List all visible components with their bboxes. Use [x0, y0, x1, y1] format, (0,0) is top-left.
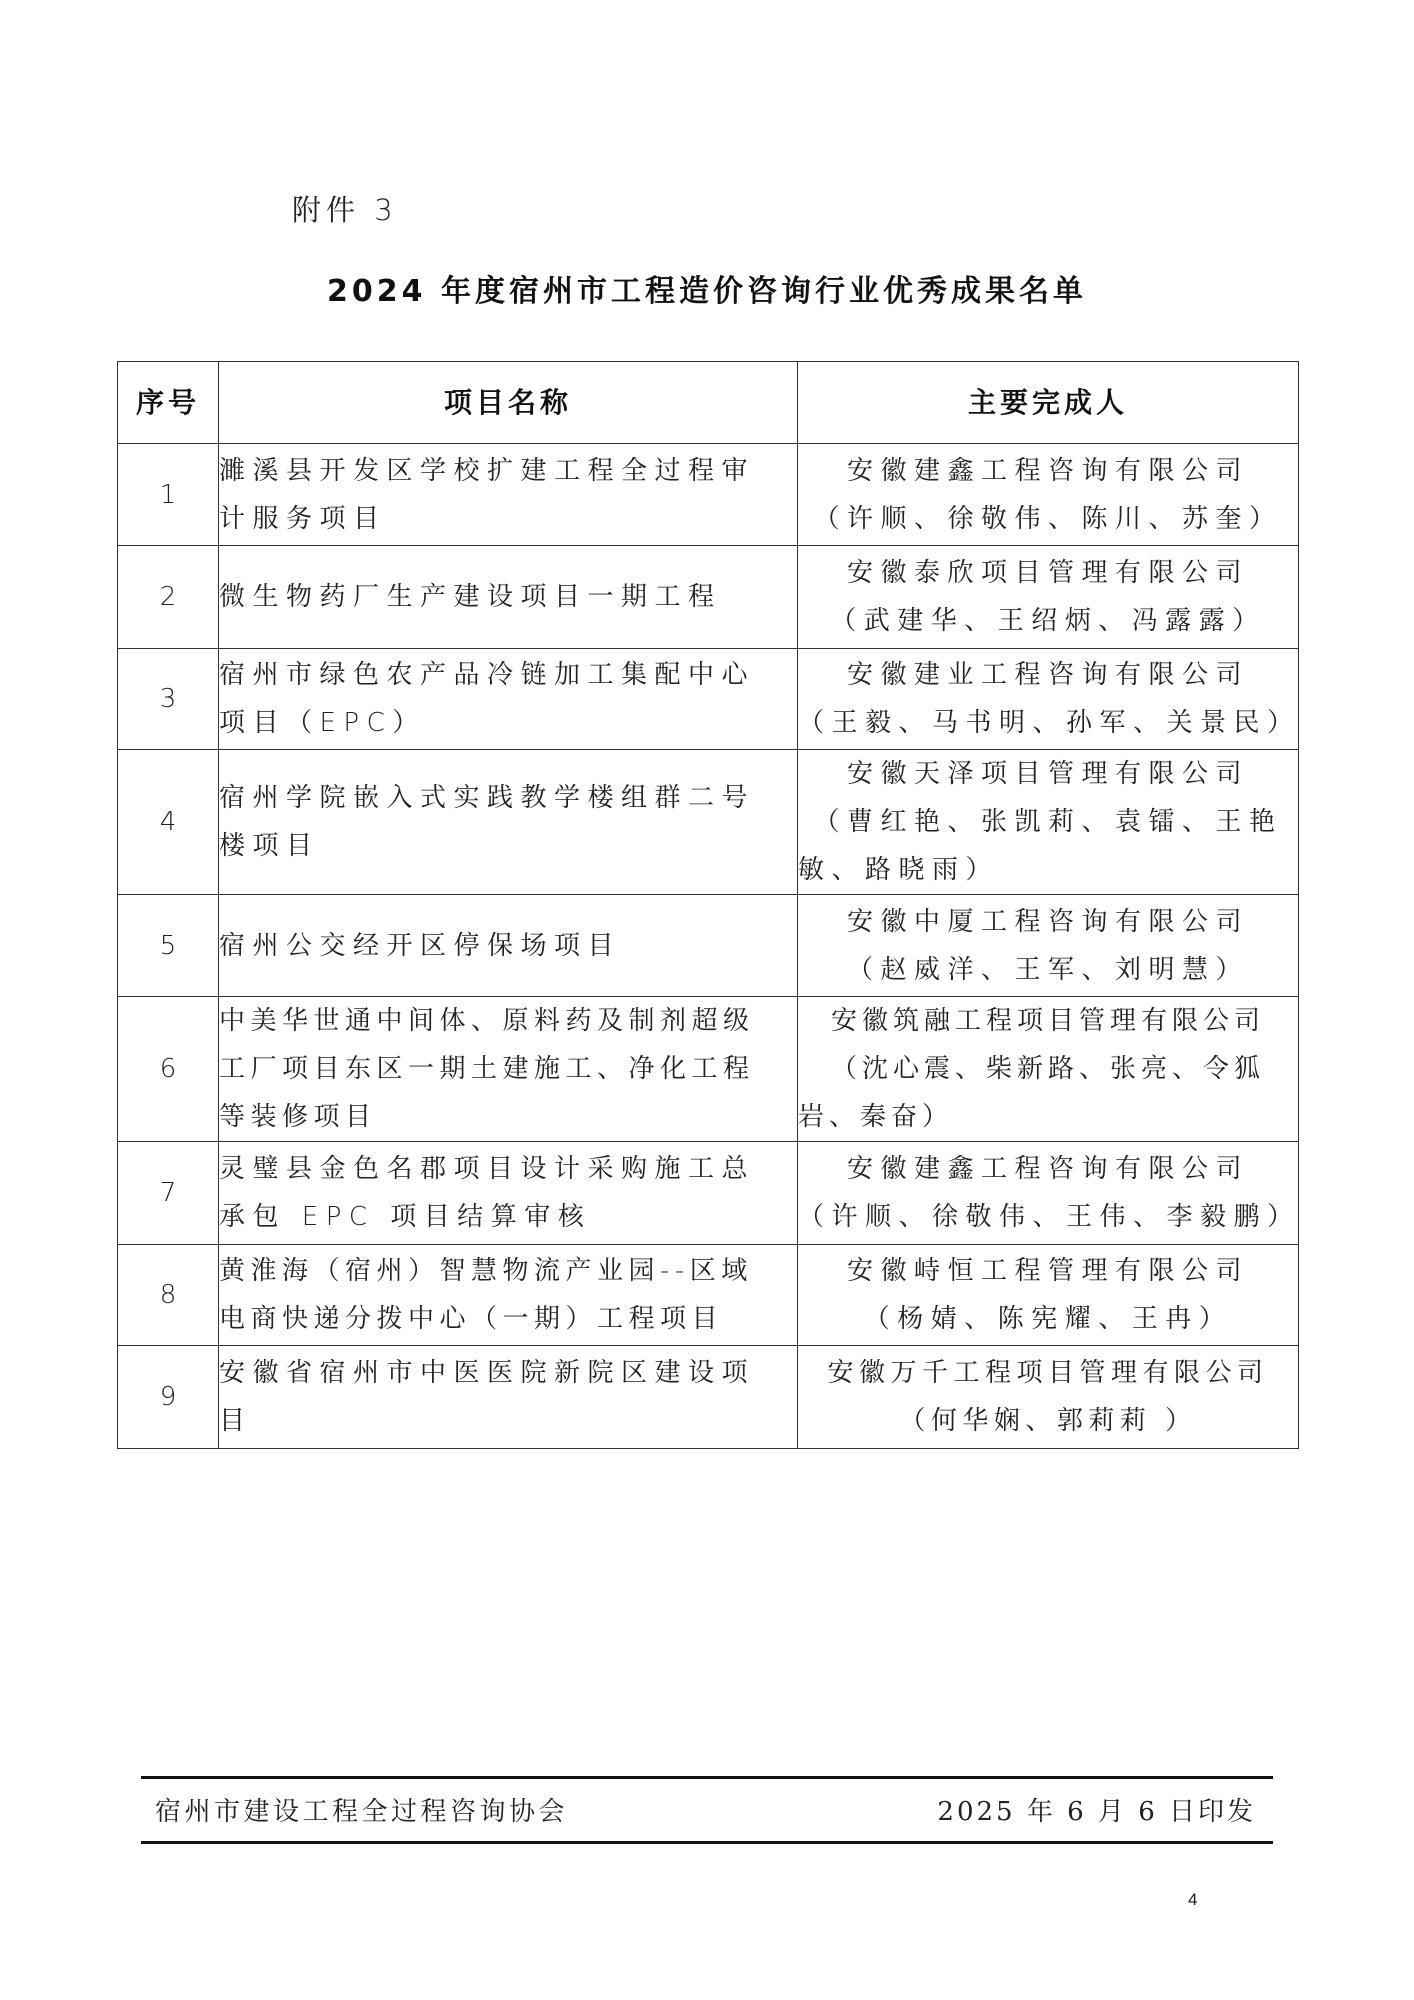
- project-name-line: 计服务项目: [219, 503, 387, 534]
- contributor-names: （王毅、马书明、孙军、关景民）: [798, 708, 1301, 738]
- company-name: 安徽中厦工程咨询有限公司: [846, 906, 1249, 937]
- company-name: 安徽建业工程咨询有限公司: [846, 660, 1249, 690]
- contributor-names: （许顺、徐敬伟、陈川、苏奎）: [813, 503, 1283, 534]
- project-name: [219, 1142, 798, 1245]
- project-name: [219, 444, 798, 546]
- contributor-names: （赵威洋、王军、刘明慧）: [846, 954, 1249, 985]
- project-name-line: 黄淮海（宿州）智慧物流产业园--区域: [219, 1256, 753, 1286]
- footer-top-rule: [141, 1776, 1273, 1779]
- contributor-names: （何华娴、郭莉莉 ）: [899, 1406, 1197, 1436]
- main-contributors: [798, 997, 1299, 1142]
- table-row: [118, 1346, 1299, 1449]
- company-name: 安徽建鑫工程咨询有限公司: [846, 455, 1249, 486]
- project-name-line: 目: [219, 1406, 253, 1436]
- row-number: 3: [118, 649, 219, 750]
- project-name-line: 宿州公交经开区停保场项目: [219, 930, 622, 961]
- project-name-line: 中美华世通中间体、原料药及制剂超级: [219, 1006, 755, 1036]
- row-number: 7: [118, 1142, 219, 1245]
- contributor-names: （曹红艳、张凯莉、袁镭、王艳: [813, 807, 1283, 837]
- results-table: [117, 361, 1299, 1449]
- row-number: 8: [118, 1245, 219, 1346]
- table-header-row: [118, 362, 1299, 444]
- company-name: 安徽筑融工程项目管理有限公司: [830, 1006, 1265, 1036]
- row-number: 6: [118, 997, 219, 1142]
- row-number: 4: [118, 750, 219, 895]
- table-row: [118, 1245, 1299, 1346]
- project-name-line: 宿州学院嵌入式实践教学楼组群二号: [219, 783, 756, 813]
- table-row: [118, 997, 1299, 1142]
- project-name-line: 安徽省宿州市中医医院新院区建设项: [219, 1358, 756, 1388]
- header-main-contributors: 主要完成人: [798, 362, 1299, 444]
- project-name-line: 濉溪县开发区学校扩建工程全过程审: [219, 455, 756, 486]
- table-row: [118, 649, 1299, 750]
- row-number: 5: [118, 895, 219, 997]
- main-contributors: [798, 444, 1299, 546]
- footer-bottom-rule: [141, 1841, 1273, 1844]
- project-name-line: 电商快递分拨中心（一期）工程项目: [219, 1304, 724, 1334]
- row-number: 9: [118, 1346, 219, 1449]
- project-name-line: 项目（EPC）: [219, 708, 426, 738]
- table-row: [118, 546, 1299, 649]
- project-name: [219, 895, 798, 997]
- header-project-name: 项目名称: [219, 362, 798, 444]
- footer-organization: 宿州市建设工程全过程咨询协会: [155, 1797, 569, 1827]
- project-name-line: 楼项目: [219, 831, 320, 861]
- table-row: [118, 444, 1299, 546]
- project-name-line: 工厂项目东区一期土建施工、净化工程: [219, 1054, 755, 1084]
- table-row: [118, 1142, 1299, 1245]
- table-row: [118, 895, 1299, 997]
- project-name-line: 宿州市绿色农产品冷链加工集配中心: [219, 660, 756, 690]
- company-name: 安徽泰欣项目管理有限公司: [846, 558, 1249, 588]
- project-name: [219, 1245, 798, 1346]
- main-contributors: [798, 895, 1299, 997]
- contributor-names: （武建华、王绍炳、冯露露）: [830, 606, 1266, 636]
- main-contributors: [798, 1346, 1299, 1449]
- contributor-names-continued: 岩、秦奋）: [798, 1102, 954, 1132]
- row-number: 2: [118, 546, 219, 649]
- main-contributors: [798, 546, 1299, 649]
- company-name: 安徽建鑫工程咨询有限公司: [846, 1154, 1249, 1184]
- contributor-names: （沈心震、柴新路、张亮、令狐: [830, 1054, 1265, 1084]
- main-contributors: [798, 649, 1299, 750]
- project-name: [219, 649, 798, 750]
- project-name: [219, 1346, 798, 1449]
- contributor-names-continued: 敏、路晓雨）: [798, 855, 1000, 885]
- contributor-names: （杨婧、陈宪耀、王冉）: [863, 1304, 1233, 1334]
- company-name: 安徽峙恒工程管理有限公司: [846, 1256, 1249, 1286]
- main-contributors: [798, 1142, 1299, 1245]
- table-row: [118, 750, 1299, 895]
- header-serial-number: 序号: [118, 362, 219, 444]
- project-name-line: 灵璧县金色名郡项目设计采购施工总: [219, 1154, 756, 1184]
- company-name: 安徽天泽项目管理有限公司: [846, 759, 1249, 789]
- contributor-names: （许顺、徐敬伟、王伟、李毅鹏）: [798, 1202, 1301, 1232]
- document-title: 2024 年度宿州市工程造价咨询行业优秀成果名单: [327, 274, 1087, 309]
- footer-issue-date: 2025 年 6 月 6 日印发: [937, 1797, 1256, 1827]
- project-name: [219, 750, 798, 895]
- main-contributors: [798, 1245, 1299, 1346]
- page-number: 4: [1188, 1890, 1198, 1909]
- project-name: [219, 546, 798, 649]
- project-name-line: 承包 EPC 项目结算审核: [219, 1202, 592, 1232]
- company-name: 安徽万千工程项目管理有限公司: [827, 1358, 1269, 1388]
- project-name-line: 微生物药厂生产建设项目一期工程: [219, 582, 722, 612]
- attachment-label: 附件 3: [292, 193, 398, 227]
- project-name: [219, 997, 798, 1142]
- row-number: 1: [118, 444, 219, 546]
- project-name-line: 等装修项目: [219, 1102, 377, 1132]
- main-contributors: [798, 750, 1299, 895]
